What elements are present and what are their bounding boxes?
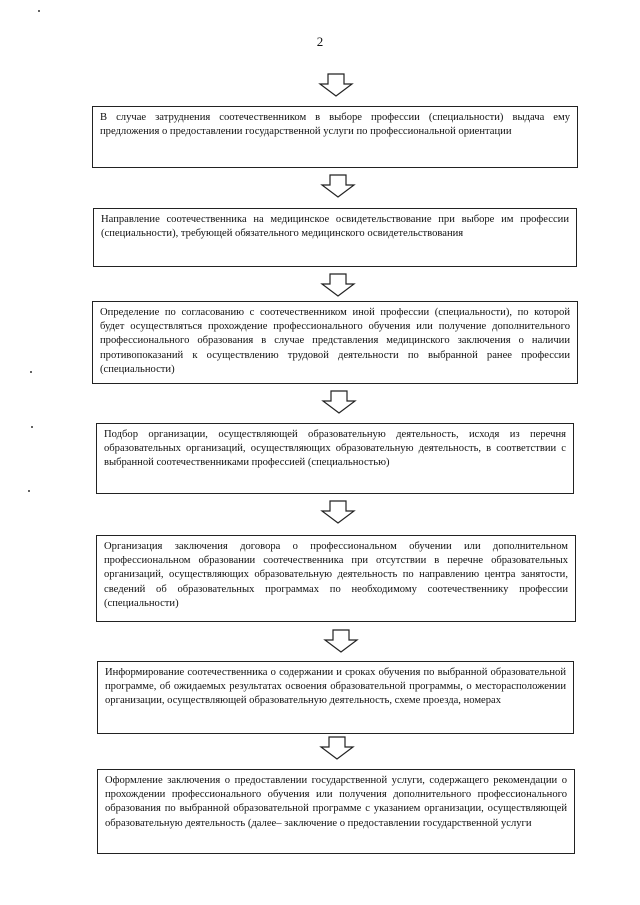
step-text: В случае затруднения соотечественником в выборе профессии (специальности) выдача ему предложения о предоставлении государственной услуги по профессиональной ориентации [100, 112, 570, 138]
scan-speck [30, 371, 32, 373]
page-number: 2 [316, 34, 324, 49]
down-arrow-icon [319, 736, 355, 760]
step-box-2 [93, 208, 577, 267]
down-arrow-icon [320, 174, 356, 198]
step-box-6 [97, 661, 574, 734]
scan-speck [31, 426, 33, 428]
step-text: Определение по согласованию с соотечественником иной профессии (специальности), по которой будет осуществляться прохождение профессионального обучения или получение дополнительного профессионального образования в случае представления медицинского заключения о наличии противопоказаний к осуществлению трудовой деятельности по выбранной ранее профессии (специальности) [100, 307, 570, 375]
down-arrow-icon [323, 629, 359, 653]
down-arrow-icon [321, 390, 357, 414]
step-box-3 [92, 301, 578, 384]
step-text: Информирование соотечественника о содержании и сроках обучения по выбранной образовательной программе, об ожидаемых результатах освоения образовательной программы, о месторасположении организации, осуществляющей образовательную деятельность, схеме проезда, номерах [105, 667, 566, 707]
scan-speck [38, 10, 40, 12]
step-box-4 [96, 423, 574, 494]
down-arrow-icon [318, 73, 354, 97]
step-text: Оформление заключения о предоставлении государственной услуги, содержащего рекомендации о прохождении профессионального обучения или получения дополнительного профессионального образования по выбранной образовательной программе с указанием организации, осуществляющей образовательную деятельность (далее– заключение о предоставлении государственной услуги [105, 775, 567, 829]
step-text: Подбор организации, осуществляющей образовательную деятельность, исходя из перечня образовательных организаций, осуществляющих образовательную деятельность, в соответствии с выбранной соотечественниками профессией (специальностью) [104, 429, 566, 469]
step-box-1 [92, 106, 578, 168]
down-arrow-icon [320, 500, 356, 524]
scan-speck [28, 490, 30, 492]
step-box-5 [96, 535, 576, 622]
step-box-7 [97, 769, 575, 854]
step-text: Организация заключения договора о профессиональном обучении или дополнительном профессиональном образовании соотечественника при отсутствии в перечне образовательных организаций, осуществляющих образовательную деятельность по направлению центра занятости, сведений об образовательных программах по необходимому соотечественнику профессии (специальности) [104, 541, 568, 609]
step-text: Направление соотечественника на медицинское освидетельствование при выборе им профессии (специальности), требующей обязательного медицинского освидетельствования [101, 214, 569, 240]
down-arrow-icon [320, 273, 356, 297]
